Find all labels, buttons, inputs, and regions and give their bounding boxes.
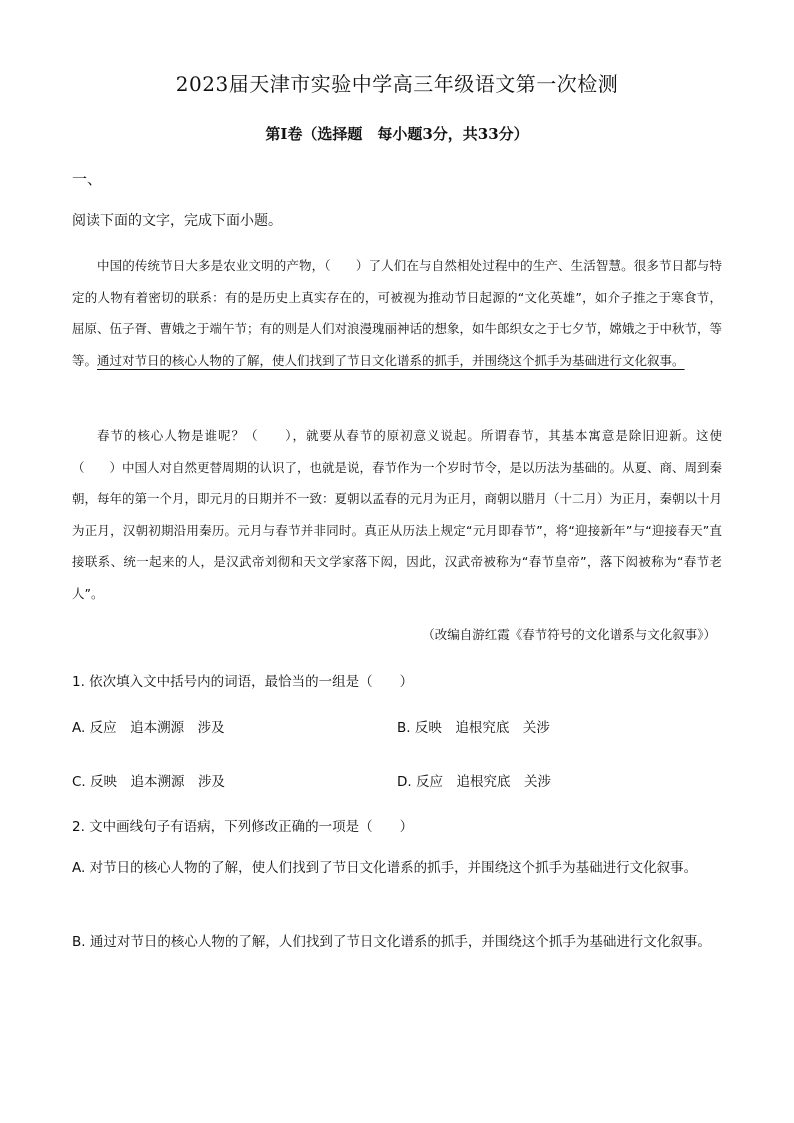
section-subtitle: 第Ⅰ卷（选择题 每小题3分，共33分）: [265, 125, 529, 143]
passage-paragraph-2: 春节的核心人物是谁呢？（ ），就要从春节的原初意义说起。所谓春节，其基本寓意是除旧迎新。这使（ ）中国人对自然更替周期的认识了，也就是说，春节作为一个岁时节令，是以历法为基础的。从夏、商、周到秦朝，每年的第一个月，即元月的日期并不一致：夏朝以孟春的元月为正月，商朝以腊月（十二月）为正月，秦朝以十月为正月，汉朝初期沿用秦历。元月与春节并非同时。真正从历法上规定“元月即春节”，将“迎接新年”与“迎接春天”直接联系、统一起来的人，是汉武帝刘彻和天文学家落下闳，因此，汉武帝被称为“春节皇帝”，落下闳被称为“春节老人”。: [72, 428, 723, 601]
question-1-stem: 1. 依次填入文中括号内的词语，最恰当的一组是（ ）: [72, 674, 414, 690]
question-1-option-b[interactable]: B. 反映 追根究底 关涉: [397, 720, 550, 736]
passage-p1-text: 中国的传统节日大多是农业文明的产物，（ ）了人们在与自然相处过程中的生产、生活智慧。很多节日都与特定的人物有着密切的联系：有的是历史上真实存在的，可被视为推动节日起源的“文化英雄”，如介子推之于寒食节，屈原、伍子胥、曹娥之于端午节；有的则是人们对浪漫瑰丽神话的想象，如牛郎织女之于七夕节，嫦娥之于中秋节，等等。: [72, 258, 723, 368]
passage-paragraph-1: [72, 250, 722, 376]
exam-title: 2023届天津市实验中学高三年级语文第一次检测: [175, 72, 619, 96]
reading-instruction: 阅读下面的文字，完成下面小题。: [72, 213, 282, 229]
section-number: 一、: [72, 170, 103, 188]
question-1-option-a[interactable]: A. 反应 追本溯源 涉及: [72, 720, 225, 736]
question-2-stem: 2. 文中画线句子有语病，下列修改正确的一项是（ ）: [72, 819, 414, 835]
underlined-sentence: 通过对节日的核心人物的了解，使人们找到了节日文化谱系的抓手，并围绕这个抓手为基础进行文化叙事。: [97, 352, 685, 368]
question-2-option-a[interactable]: A. 对节日的核心人物的了解，使人们找到了节日文化谱系的抓手，并围绕这个抓手为基础进行文化叙事。: [72, 860, 698, 876]
passage-source: （改编自游红霞《春节符号的文化谱系与文化叙事》）: [422, 627, 716, 642]
question-1-option-d[interactable]: D. 反应 追根究底 关涉: [397, 774, 551, 790]
question-2-option-b[interactable]: B. 通过对节日的核心人物的了解，人们找到了节日文化谱系的抓手，并围绕这个抓手为基础进行文化叙事。: [72, 934, 711, 950]
question-1-option-c[interactable]: C. 反映 追本溯源 涉及: [72, 774, 226, 790]
